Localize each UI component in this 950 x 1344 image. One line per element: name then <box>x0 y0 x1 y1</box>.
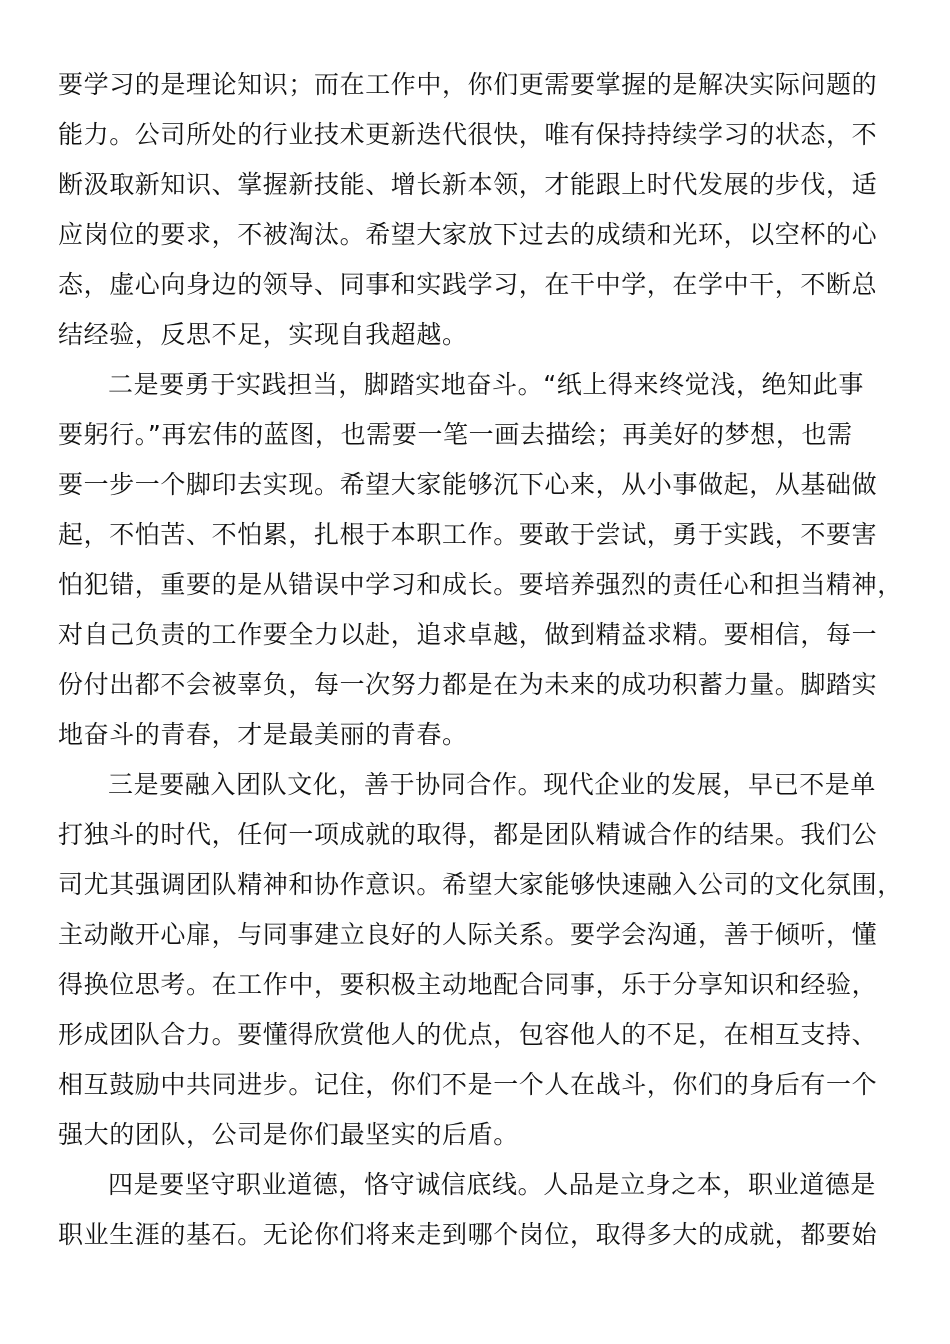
text-line: 应岗位的要求，不被淘汰。希望大家放下过去的成绩和光环，以空杯的心 <box>58 220 878 249</box>
text-line: 主动敞开心扉，与同事建立良好的人际关系。要学会沟通，善于倾听，懂 <box>58 920 878 949</box>
text-line: 要一步一个脚印去实现。希望大家能够沉下心来，从小事做起，从基础做 <box>58 470 878 499</box>
text-line: 怕犯错，重要的是从错误中学习和成长。要培养强烈的责任心和担当精神， <box>58 570 903 599</box>
text-line: 相互鼓励中共同进步。记住，你们不是一个人在战斗，你们的身后有一个 <box>58 1070 878 1099</box>
text-line: 司尤其强调团队精神和协作意识。希望大家能够快速融入公司的文化氛围， <box>58 870 903 899</box>
text-line: 要学习的是理论知识；而在工作中，你们更需要掌握的是解决实际问题的 <box>58 70 878 99</box>
text-line: 结经验，反思不足，实现自我超越。 <box>58 320 468 349</box>
text-line: 份付出都不会被辜负，每一次努力都是在为未来的成功积蓄力量。脚踏实 <box>58 670 878 699</box>
paragraph-heading-line: 二是要勇于实践担当，脚踏实地奋斗。“纸上得来终觉浅，绝知此事 <box>108 370 864 399</box>
text-line: 能力。公司所处的行业技术更新迭代很快，唯有保持持续学习的状态，不 <box>58 120 878 149</box>
text-line: 要躬行。”再宏伟的蓝图，也需要一笔一画去描绘；再美好的梦想，也需 <box>58 420 853 449</box>
text-line: 职业生涯的基石。无论你们将来走到哪个岗位，取得多大的成就，都要始 <box>58 1220 878 1249</box>
text-line: 对自己负责的工作要全力以赴，追求卓越，做到精益求精。要相信，每一 <box>58 620 878 649</box>
paragraph-heading-line: 三是要融入团队文化，善于协同合作。现代企业的发展，早已不是单 <box>108 770 877 799</box>
text-line: 得换位思考。在工作中，要积极主动地配合同事，乐于分享知识和经验， <box>58 970 878 999</box>
text-line: 态，虚心向身边的领导、同事和实践学习，在干中学，在学中干，不断总 <box>58 270 878 299</box>
text-line: 断汲取新知识、掌握新技能、增长新本领，才能跟上时代发展的步伐，适 <box>58 170 878 199</box>
text-line: 打独斗的时代，任何一项成就的取得，都是团队精诚合作的结果。我们公 <box>58 820 878 849</box>
text-line: 强大的团队，公司是你们最坚实的后盾。 <box>58 1120 519 1149</box>
paragraph-heading-line: 四是要坚守职业道德，恪守诚信底线。人品是立身之本，职业道德是 <box>108 1170 877 1199</box>
text-line: 形成团队合力。要懂得欣赏他人的优点，包容他人的不足，在相互支持、 <box>58 1020 878 1049</box>
text-line: 起，不怕苦、不怕累，扎根于本职工作。要敢于尝试，勇于实践，不要害 <box>58 520 878 549</box>
text-line: 地奋斗的青春，才是最美丽的青春。 <box>58 720 468 749</box>
